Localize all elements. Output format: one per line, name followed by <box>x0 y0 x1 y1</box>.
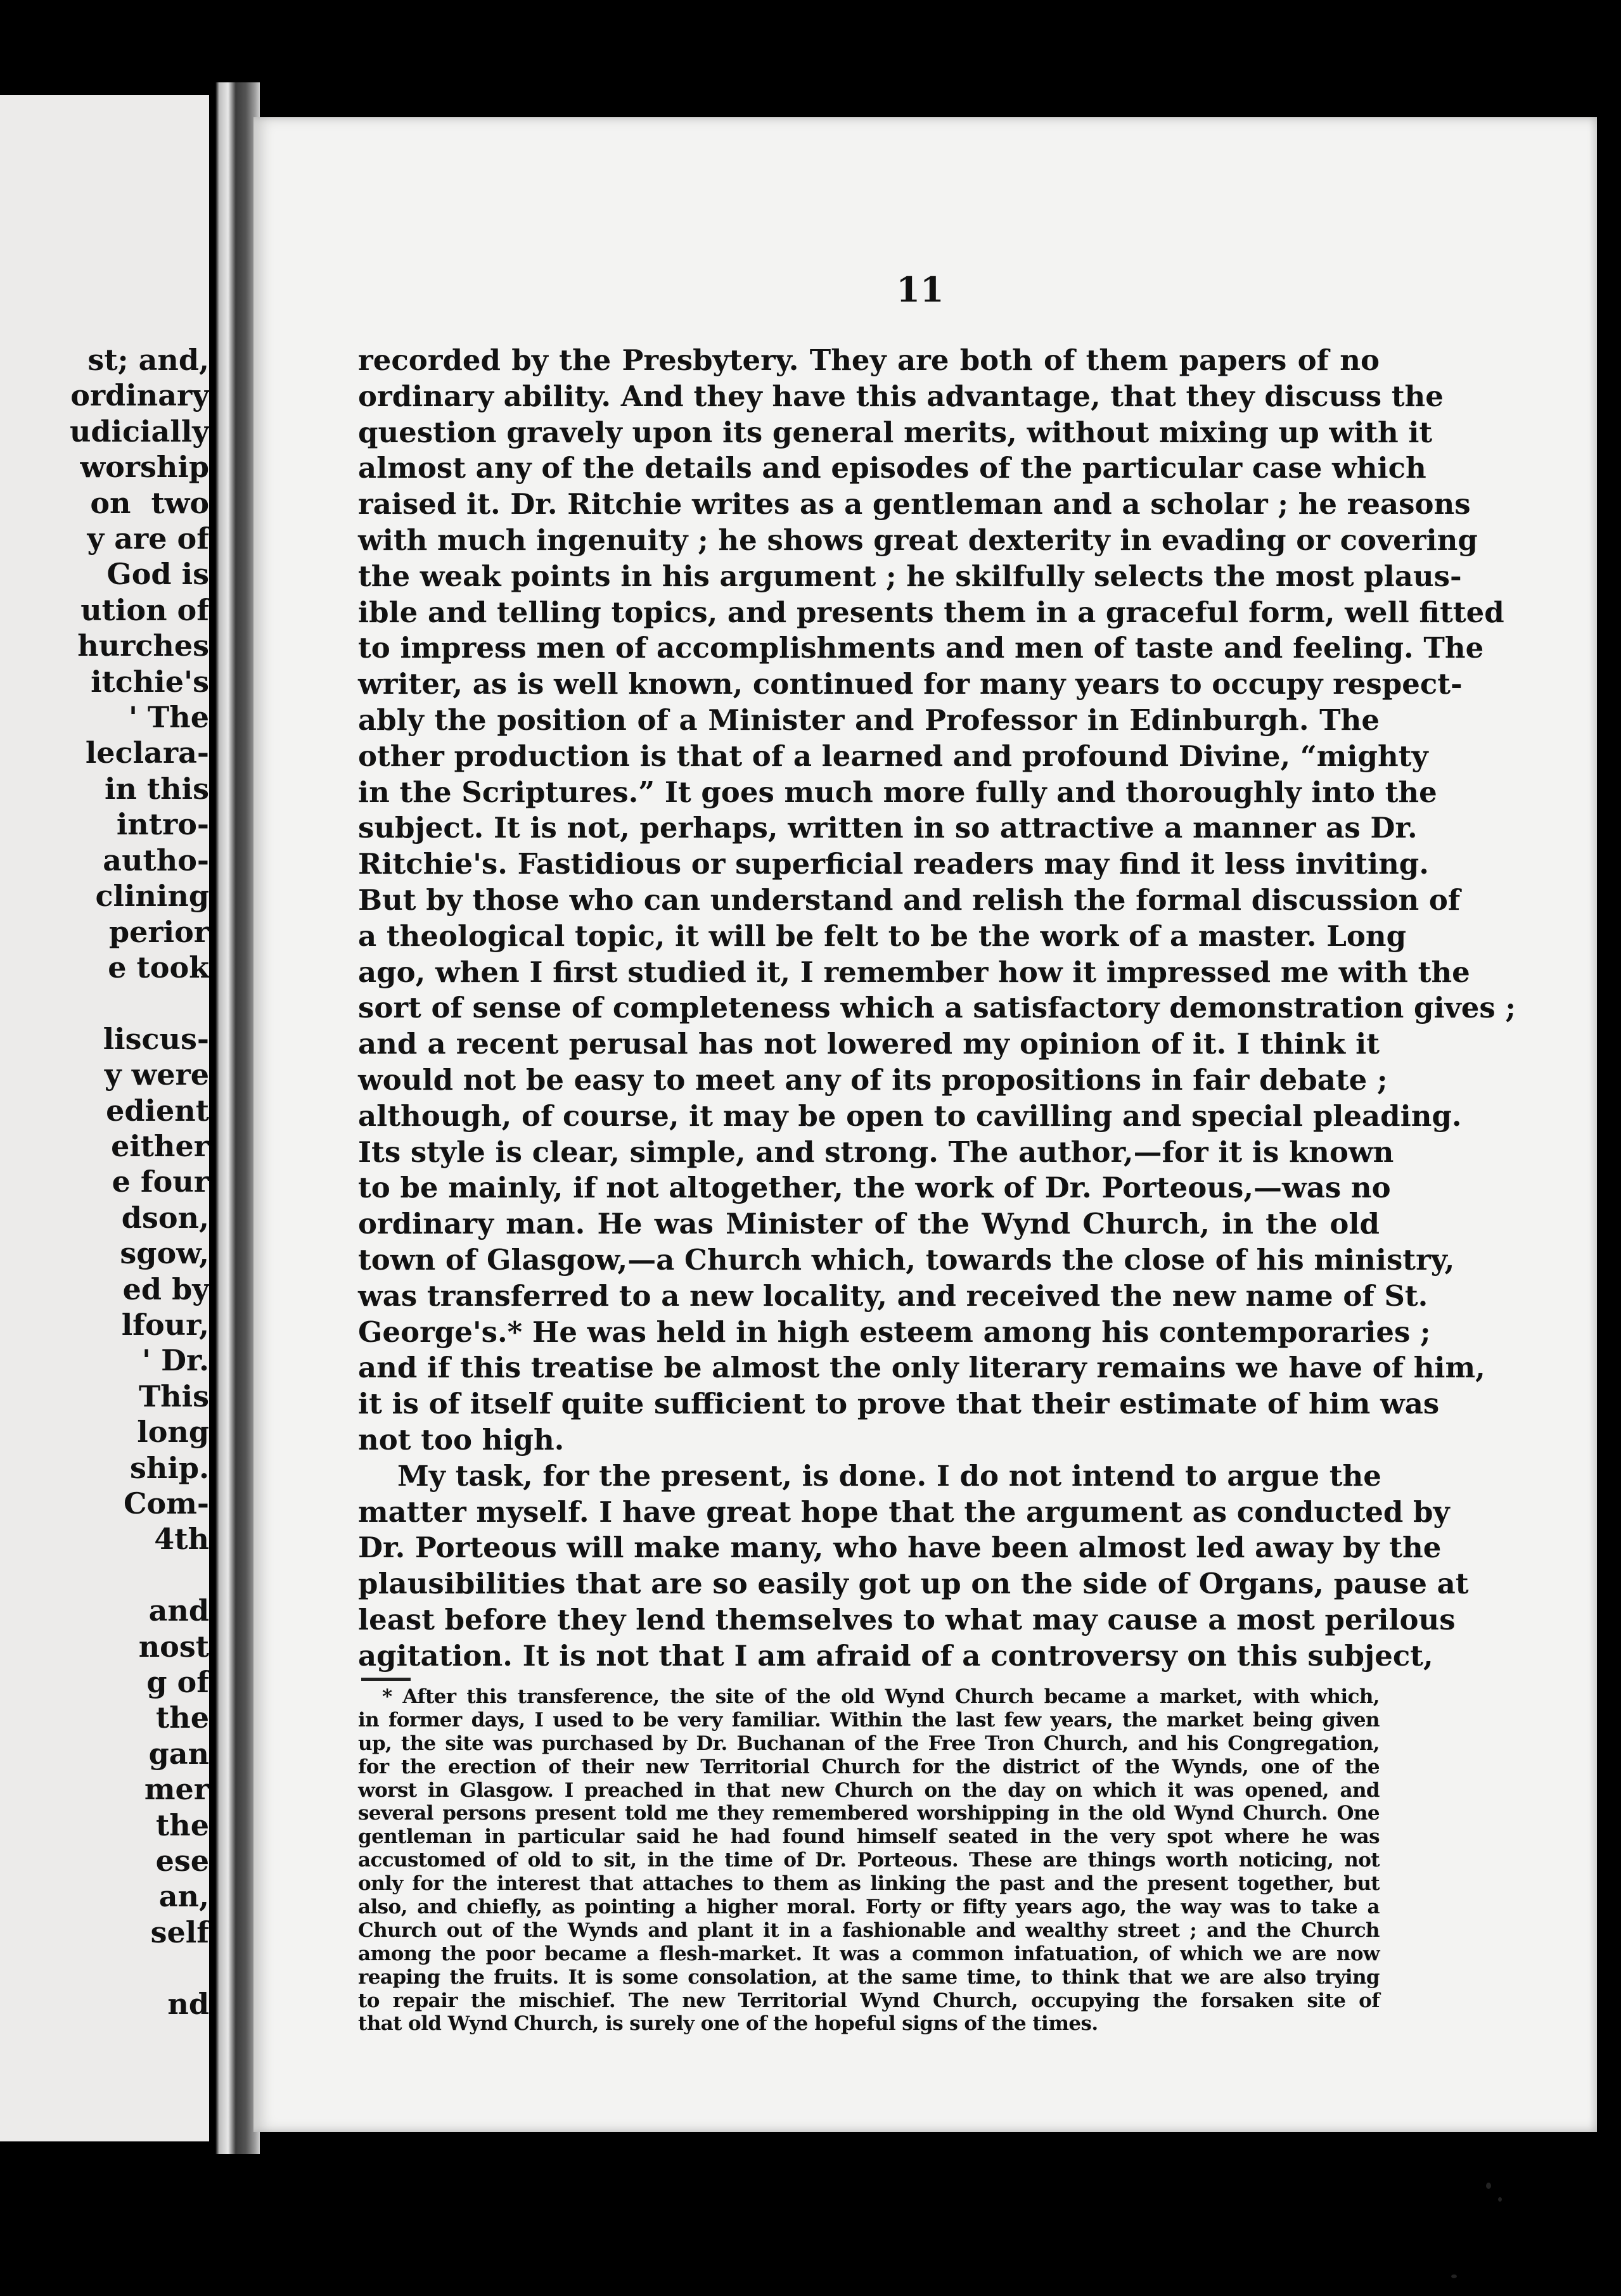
body-line: recorded by the Presbytery. They are both of them papers of no <box>358 343 1380 377</box>
footnote-line: several persons present told me they remembered worshipping in the old Wynd Church. One <box>358 1802 1380 1825</box>
body-line: sort of sense of completeness which a satisfactory demonstration gives ; <box>358 991 1516 1025</box>
left-page-fragment <box>0 1557 209 1593</box>
footnote-line: for the erection of their new Territorial Church for the district of the Wynds, one of the <box>358 1755 1380 1778</box>
left-page-fragment: an, <box>158 1879 209 1914</box>
footnote-line: in former days, I used to be very familiar. Within the last few years, the market being given <box>358 1708 1380 1732</box>
left-page-fragment: ed by <box>122 1272 209 1306</box>
body-line: My task, for the present, is done. I do not intend to argue the <box>397 1458 1381 1493</box>
body-line: ordinary ability. And they have this advantage, that they discuss the <box>358 379 1444 413</box>
body-text <box>358 343 1516 1674</box>
body-line: writer, as is well known, continued for many years to occupy respect- <box>358 667 1463 701</box>
body-line: ordinary man. He was Minister of the Wynd Church, in the old <box>358 1207 1380 1241</box>
left-page-fragment: liscus- <box>103 1021 209 1056</box>
left-page-fragment: sgow, <box>120 1236 209 1271</box>
left-page-fragment: the <box>156 1808 209 1842</box>
left-page-fragment: in this <box>105 771 209 806</box>
body-line: was transferred to a new locality, and received the new name of St. <box>358 1279 1428 1313</box>
footnote-line: worst in Glasgow. I preached in that new Church on the day on which it was opened, and <box>358 1778 1380 1802</box>
page <box>253 117 1597 2132</box>
body-line: subject. It is not, perhaps, written in so attractive a manner as Dr. <box>358 811 1418 845</box>
left-page-fragment: leclara- <box>85 736 209 770</box>
body-line: ably the position of a Minister and Professor in Edinburgh. The <box>358 703 1380 737</box>
footnote <box>358 1685 1380 2036</box>
body-line: Its style is clear, simple, and strong. The author,—for it is known <box>358 1135 1394 1169</box>
left-page-text-fragments <box>0 342 209 2022</box>
body-line: matter myself. I have great hope that the argument as conducted by <box>358 1495 1450 1529</box>
footnote-line: only for the interest that attaches to them as linking the past and the present together, but <box>358 1872 1380 1896</box>
body-line: to impress men of accomplishments and men of taste and feeling. The <box>358 631 1484 665</box>
left-page-fragment: clining <box>95 879 209 914</box>
footnote-line: reaping the fruits. It is some consolation, at the same time, to think that we are also trying <box>358 1965 1380 1989</box>
body-line: least before they lend themselves to what may cause a most perilous <box>358 1602 1456 1636</box>
left-page-fragment: either <box>111 1128 209 1163</box>
body-line: would not be easy to meet any of its propositions in fair debate ; <box>358 1062 1388 1097</box>
left-page-fragment: gan <box>148 1736 209 1771</box>
left-page-fragment: y are of <box>87 521 209 556</box>
left-page-fragment: intro- <box>116 807 209 842</box>
left-page-fragment: 4th <box>154 1522 209 1557</box>
footnote-line: accustomed of old to sit, in the time of Dr. Porteous. These are things worth noticing, not <box>358 1849 1380 1872</box>
left-page-fragment <box>0 985 209 1021</box>
left-page-fragment: autho- <box>103 843 209 877</box>
body-line: Ritchie's. Fastidious or superficial readers may find it less inviting. <box>358 847 1429 881</box>
left-page-fragment: nd <box>167 1986 209 2021</box>
left-page-fragment: y were <box>104 1057 209 1092</box>
left-page-fragment: long <box>137 1415 209 1450</box>
left-page-fragment: and <box>148 1593 209 1628</box>
left-page-fragment: hurches <box>77 628 209 663</box>
left-page-fragment: ship. <box>130 1450 209 1485</box>
left-page-fragment: self <box>150 1915 209 1949</box>
left-page-fragment: This <box>138 1379 209 1413</box>
left-page-fragment: ' Dr. <box>141 1343 209 1378</box>
left-page-fragment: the <box>156 1700 209 1735</box>
body-line: town of Glasgow,—a Church which, towards the close of his ministry, <box>358 1242 1455 1277</box>
left-page-fragment: g of <box>146 1665 209 1700</box>
left-page-fragment: e four <box>112 1164 209 1199</box>
body-line: Dr. Porteous will make many, who have been almost led away by the <box>358 1531 1442 1565</box>
footnote-line: to repair the mischief. The new Territorial Wynd Church, occupying the forsaken site of <box>358 1989 1380 2012</box>
footnote-line: among the poor became a flesh-market. It was a common infatuation, of which we are now <box>358 1942 1380 1965</box>
left-page-fragment <box>0 1950 209 1986</box>
body-line: ible and telling topics, and presents them in a graceful form, well fitted <box>358 595 1504 629</box>
body-line: ago, when I first studied it, I remember how it impressed me with the <box>358 955 1470 989</box>
body-line: it is of itself quite sufficient to prove that their estimate of him was <box>358 1387 1440 1421</box>
left-page-fragment: st; and, <box>87 343 209 377</box>
body-line: to be mainly, if not altogether, the work of Dr. Porteous,—was no <box>358 1171 1391 1205</box>
left-page-fragment: dson, <box>121 1200 209 1235</box>
body-line: and a recent perusal has not lowered my opinion of it. I think it <box>358 1027 1380 1061</box>
left-page-fragment: on two <box>90 485 209 520</box>
body-line: although, of course, it may be open to cavilling and special pleading. <box>358 1099 1462 1133</box>
body-line: raised it. Dr. Ritchie writes as a gentleman and a scholar ; he reasons <box>358 487 1471 521</box>
body-line: with much ingenuity ; he shows great dexterity in evading or covering <box>358 523 1478 557</box>
left-page-fragment: udicially <box>69 414 209 449</box>
body-line: other production is that of a learned and profound Divine, “mighty <box>358 739 1428 773</box>
left-page-fragment: ution of <box>80 592 209 627</box>
left-page-fragment: Com- <box>123 1486 209 1521</box>
footnote-line: Church out of the Wynds and plant it in a fashionable and wealthy street ; and the Church <box>358 1918 1380 1942</box>
left-page-fragment: e took <box>108 950 209 985</box>
left-page-fragment: God is <box>106 557 209 592</box>
left-page-fragment: mer <box>144 1772 209 1807</box>
body-line: and if this treatise be almost the only literary remains we have of him, <box>358 1351 1485 1385</box>
left-facing-page <box>0 95 228 2141</box>
left-page-fragment: perior <box>108 914 209 949</box>
footnote-line: gentleman in particular said he had found himself seated in the very spot where he was <box>358 1825 1380 1849</box>
footnote-line: * After this transference, the site of the old Wynd Church became a market, with which, <box>382 1685 1380 1708</box>
left-page-fragment: ' The <box>128 700 209 735</box>
footnote-line: also, and chiefly, as pointing a higher moral. Forty or fifty years ago, the way was to take a <box>358 1896 1380 1919</box>
left-page-fragment: itchie's <box>91 664 209 699</box>
left-page-fragment: ordinary <box>70 378 209 413</box>
book-binding-gutter <box>209 82 260 2154</box>
left-page-fragment: lfour, <box>121 1307 209 1342</box>
left-page-fragment: edient <box>106 1093 209 1128</box>
body-line: plausibilities that are so easily got up on the side of Organs, pause at <box>358 1567 1469 1601</box>
page-number: 11 <box>896 269 944 310</box>
footnote-line: that old Wynd Church, is surely one of the hopeful signs of the times. <box>358 2012 1098 2036</box>
body-line: not too high. <box>358 1422 565 1457</box>
body-line: a theological topic, it will be felt to be the work of a master. Long <box>358 919 1407 953</box>
body-line: But by those who can understand and relish the formal discussion of <box>358 883 1461 917</box>
left-page-fragment: ese <box>155 1844 209 1878</box>
body-line: in the Scriptures.” It goes much more fully and thoroughly into the <box>358 775 1437 809</box>
body-line: almost any of the details and episodes of the particular case which <box>358 451 1426 485</box>
body-line: agitation. It is not that I am afraid of a controversy on this subject, <box>358 1638 1433 1673</box>
body-line: question gravely upon its general merits, without mixing up with it <box>358 415 1433 449</box>
body-line: the weak points in his argument ; he skilfully selects the most plaus- <box>358 559 1462 593</box>
left-page-fragment: worship <box>80 450 209 485</box>
left-page-fragment: nost <box>138 1629 209 1664</box>
body-line: George's.* He was held in high esteem among his contemporaries ; <box>358 1315 1431 1349</box>
footnote-rule <box>361 1678 411 1681</box>
footnote-line: up, the site was purchased by Dr. Buchanan of the Free Tron Church, and his Congregation, <box>358 1732 1380 1755</box>
